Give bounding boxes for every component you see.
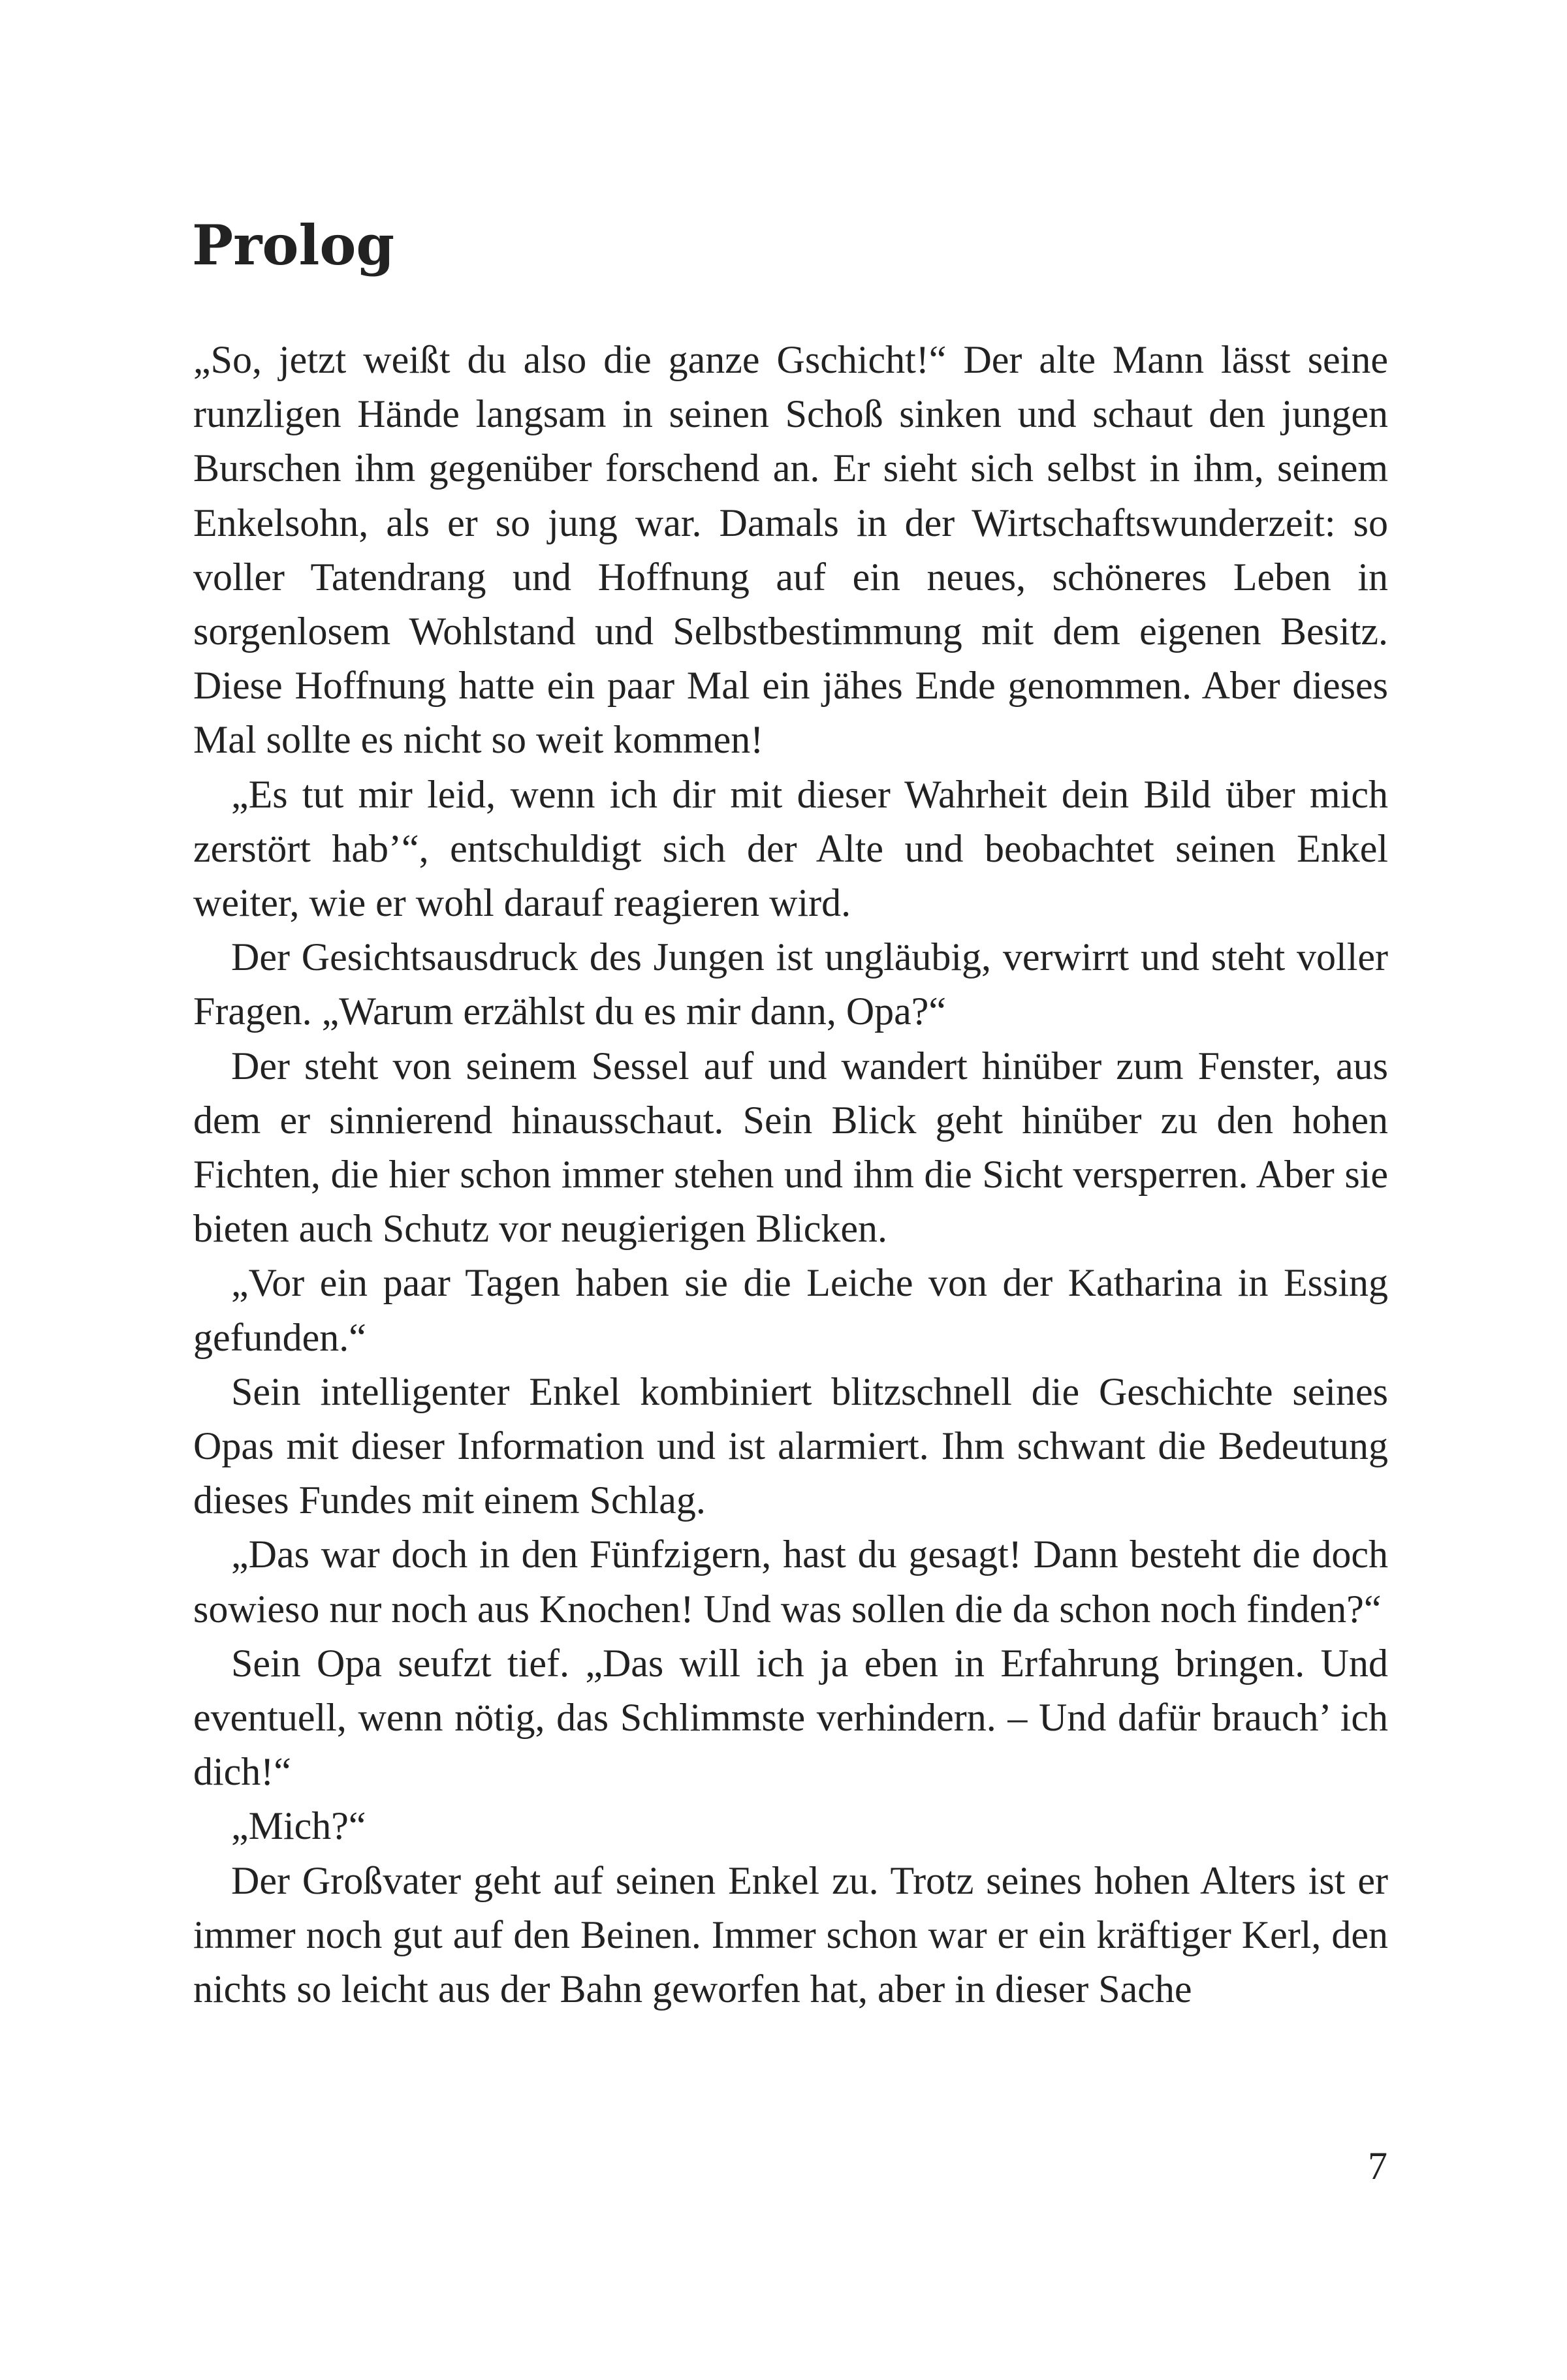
paragraph: Der steht von seinem Sessel auf und wandert hinüber zum Fenster, aus dem er sinnierend hinausschaut. Sein Blick geht hinüber zu den hohen Fichten, die hier schon immer stehen und ihm die Sicht versperren. Aber sie bieten auch Schutz vor neugierigen Blicken. — [193, 1044, 1388, 1251]
paragraph: „Es tut mir leid, wenn ich dir mit dieser Wahrheit dein Bild über mich zerstört hab’“, entschuldigt sich der Alte und beobachtet seinen Enkel weiter, wie er wohl darauf reagieren wird. — [193, 772, 1388, 925]
paragraph: „Das war doch in den Fünfzigern, hast du gesagt! Dann besteht die doch sowieso nur noch aus Knochen! Und was sollen die da schon noch finden?“ — [193, 1533, 1388, 1631]
paragraph: „Vor ein paar Tagen haben sie die Leiche von der Katharina in Essing gefunden.“ — [193, 1261, 1388, 1359]
body-text — [193, 333, 1388, 2016]
paragraph: Sein intelligenter Enkel kombiniert blitzschnell die Geschichte seines Opas mit dieser Information und ist alarmiert. Ihm schwant die Bedeutung dieses Fundes mit einem Schlag. — [193, 1370, 1388, 1522]
chapter-title: Prolog — [192, 213, 395, 277]
paragraph: Der Gesichtsausdruck des Jungen ist ungläubig, verwirrt und steht voller Fragen. „Warum erzählst du es mir dann, Opa?“ — [193, 935, 1388, 1033]
paragraph: „Mich?“ — [231, 1804, 366, 1848]
paragraph: „So, jetzt weißt du also die ganze Gschicht!“ Der alte Mann lässt seine runzligen Hände langsam in seinen Schoß sinken und schaut den jungen Burschen ihm gegenüber forschend an. Er sieht sich selbst in ihm, seinem Enkelsohn, als er so jung war. Damals in der Wirtschaftswunderzeit: so voller Tatendrang und Hoffnung auf ein neues, schöneres Leben in sorgenlosem Wohlstand und Selbstbestimmung mit dem eigenen Besitz. Diese Hoffnung hatte ein paar Mal ein jähes Ende genommen. Aber dieses Mal sollte es nicht so weit kommen! — [193, 338, 1388, 762]
paragraph: Sein Opa seufzt tief. „Das will ich ja eben in Erfahrung bringen. Und eventuell, wenn nötig, das Schlimmste verhindern. – Und dafür brauch’ ich dich!“ — [193, 1641, 1388, 1794]
page-number: 7 — [1368, 2144, 1387, 2187]
paragraph: Der Großvater geht auf seinen Enkel zu. Trotz seines hohen Alters ist er immer noch gut auf den Beinen. Immer schon war er ein kräftiger Kerl, den nichts so leicht aus der Bahn geworfen hat, aber in dieser Sache — [193, 1858, 1388, 2011]
